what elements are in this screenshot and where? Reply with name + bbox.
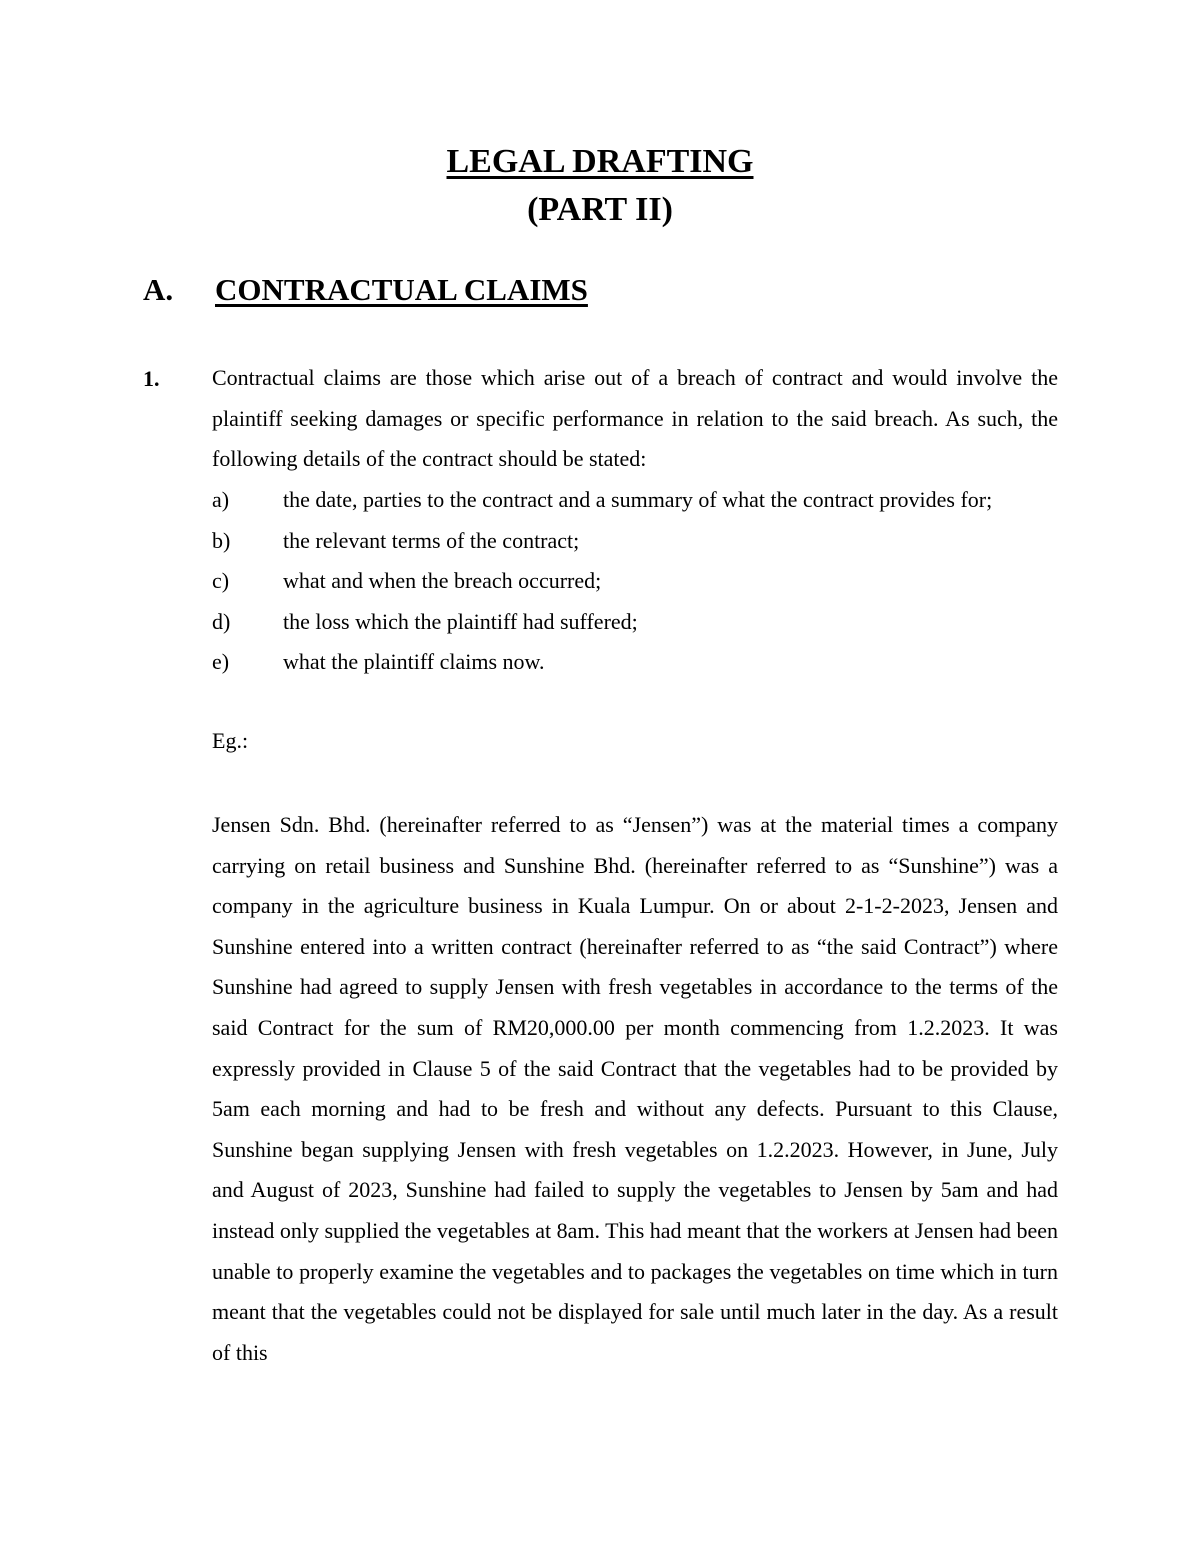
section-heading [143, 272, 588, 308]
list-item-text: what the plaintiff claims now. [283, 649, 545, 675]
example-paragraph: Jensen Sdn. Bhd. (hereinafter referred to as “Jensen”) was at the material times a company carrying on retail business and Sunshine Bhd. (hereinafter referred to as “Sunshine”) was a company in the agriculture business in Kuala Lumpur. On or about 2-1-2-2023, Jensen and Sunshine entered into a written contract (hereinafter referred to as “the said Contract”) where Sunshine had agreed to supply Jensen with fresh vegetables in accordance to the terms of the said Contract for the sum of RM20,000.00 per month commencing from 1.2.2023. It was expressly provided in Clause 5 of the said Contract that the vegetables had to be provided by 5am each morning and had to be fresh and without any defects. Pursuant to this Clause, Sunshine began supplying Jensen with fresh vegetables on 1.2.2023. However, in June, July and August of 2023, Sunshine had failed to supply the vegetables to Jensen by 5am and had instead only supplied the vegetables at 8am. This had meant that the workers at Jensen had been unable to properly examine the vegetables and to packages the vegetables on time which in turn meant that the vegetables could not be displayed for sale until much later in the day. As a result of this [212, 812, 1058, 1365]
list-item-text: the loss which the plaintiff had suffered; [283, 608, 638, 634]
document-subtitle: (PART II) [527, 191, 673, 228]
section-title: CONTRACTUAL CLAIMS [215, 272, 588, 307]
example-label: Eg.: [212, 728, 249, 753]
details-list [212, 480, 1058, 683]
list-item-label: e) [212, 649, 230, 675]
section-letter: A. [143, 272, 174, 307]
list-item [212, 602, 1058, 643]
list-item [212, 480, 1058, 521]
list-item-text: the relevant terms of the contract; [283, 527, 580, 553]
list-item-text: what and when the breach occurred; [283, 568, 602, 594]
list-item-label: a) [212, 487, 230, 512]
list-item-label: d) [212, 608, 231, 634]
list-item [212, 521, 1058, 562]
item-paragraph: Contractual claims are those which arise out of a breach of contract and would involve the plaintiff seeking damages or specific performance in relation to the said breach. As such, the following details of the contract should be stated: [212, 365, 1058, 472]
list-item [212, 561, 1058, 602]
list-item-label: c) [212, 568, 230, 594]
list-item-label: b) [212, 527, 231, 553]
document-title: LEGAL DRAFTING [446, 143, 754, 180]
list-item-text: the date, parties to the contract and a summary of what the contract provides for; [283, 487, 993, 512]
list-item [212, 642, 1058, 683]
item-number: 1. [143, 366, 160, 391]
